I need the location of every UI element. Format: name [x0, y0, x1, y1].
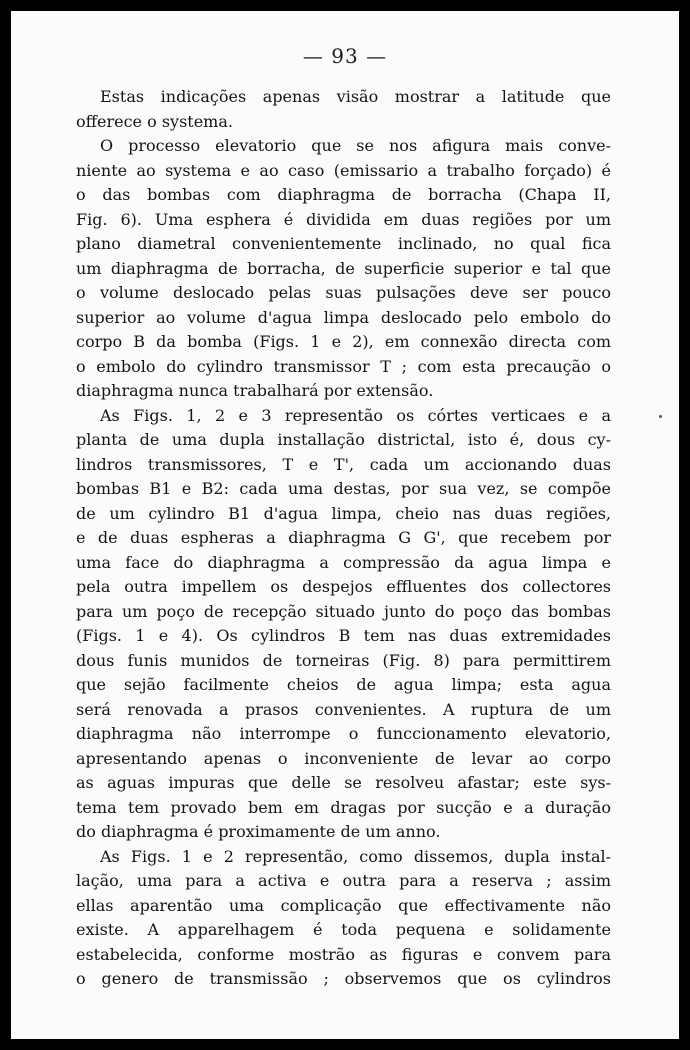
- text-line: uma face do diaphragma a compressão da agua limpa e: [76, 552, 611, 572]
- text-line: as aguas impuras que delle se resolveu afastar; este sys-: [76, 773, 611, 792]
- page-number: — 93 —: [302, 44, 388, 68]
- text-line: para um poço de recepção situado junto do poço das bombas: [76, 601, 611, 621]
- text-line: dous funis munidos de torneiras (Fig. 8) para permittirem: [76, 650, 611, 670]
- text-line: será renovada a prasos convenientes. A ruptura de um: [76, 699, 611, 719]
- text-line: do diaphragma é proximamente de um anno.: [76, 822, 441, 841]
- text-line: diaphragma não interrompe o funccionamento elevatorio,: [76, 724, 611, 743]
- book-page: [11, 11, 679, 1039]
- text-line: corpo B da bomba (Figs. 1 e 2), em connexão directa com: [76, 332, 611, 351]
- text-line: lação, uma para a activa e outra para a reserva ; assim: [76, 871, 611, 890]
- text-line: o genero de transmissão ; observemos que os cylindros: [76, 969, 611, 988]
- text-line: plano diametral convenientemente inclinado, no qual fica: [76, 234, 611, 253]
- text-line: superior ao volume d'agua limpa deslocado pelo embolo do: [76, 307, 611, 327]
- text-line: de um cylindro B1 d'agua limpa, cheio nas duas regiões,: [76, 503, 611, 523]
- text-line: diaphragma nunca trabalhará por extensão.: [76, 381, 434, 400]
- text-line: bombas B1 e B2: cada uma destas, por sua vez, se compõe: [76, 479, 611, 498]
- scan-speck: [659, 415, 662, 418]
- text-line: planta de uma dupla installação districtal, isto é, dous cy-: [76, 430, 611, 449]
- text-line: offerece o systema.: [76, 111, 233, 131]
- text-line: (Figs. 1 e 4). Os cylindros B tem nas duas extremidades: [76, 626, 611, 645]
- text-line: e de duas espheras a diaphragma G G', que recebem por: [76, 528, 611, 547]
- text-line: apresentando apenas o inconveniente de levar ao corpo: [76, 748, 611, 768]
- text-line: o embolo do cylindro transmissor T ; com esta precaução o: [76, 356, 611, 376]
- text-line: estabelecida, conforme mostrão as figuras e convem para: [76, 944, 611, 964]
- text-line: O processo elevatorio que se nos afigura mais conve-: [100, 136, 611, 155]
- text-line: Estas indicações apenas visão mostrar a latitude que: [100, 87, 611, 106]
- body-text: [76, 85, 611, 992]
- text-line: que sejão facilmente cheios de agua limpa; esta agua: [76, 675, 611, 694]
- text-line: ellas aparentão uma complicação que effectivamente não: [76, 895, 611, 915]
- text-line: lindros transmissores, T e T', cada um accionando duas: [76, 454, 611, 474]
- text-line: tema tem provado bem em dragas por sucção e a duração: [76, 797, 611, 817]
- text-line: o volume deslocado pelas suas pulsações deve ser pouco: [76, 283, 611, 302]
- text-line: Fig. 6). Uma esphera é dividida em duas regiões por um: [76, 209, 611, 229]
- text-line: um diaphragma de borracha, de superficie superior e tal que: [76, 258, 611, 278]
- text-line: o das bombas com diaphragma de borracha (Chapa II,: [76, 185, 611, 204]
- text-line: As Figs. 1 e 2 representão, como dissemos, dupla instal-: [100, 846, 611, 866]
- text-line: As Figs. 1, 2 e 3 representão os córtes verticaes e a: [100, 405, 611, 425]
- text-line: existe. A apparelhagem é toda pequena e solidamente: [76, 920, 611, 939]
- text-line: niente ao systema e ao caso (emissario a trabalho forçado) é: [76, 160, 611, 180]
- text-line: pela outra impellem os despejos effluentes dos collectores: [76, 577, 611, 596]
